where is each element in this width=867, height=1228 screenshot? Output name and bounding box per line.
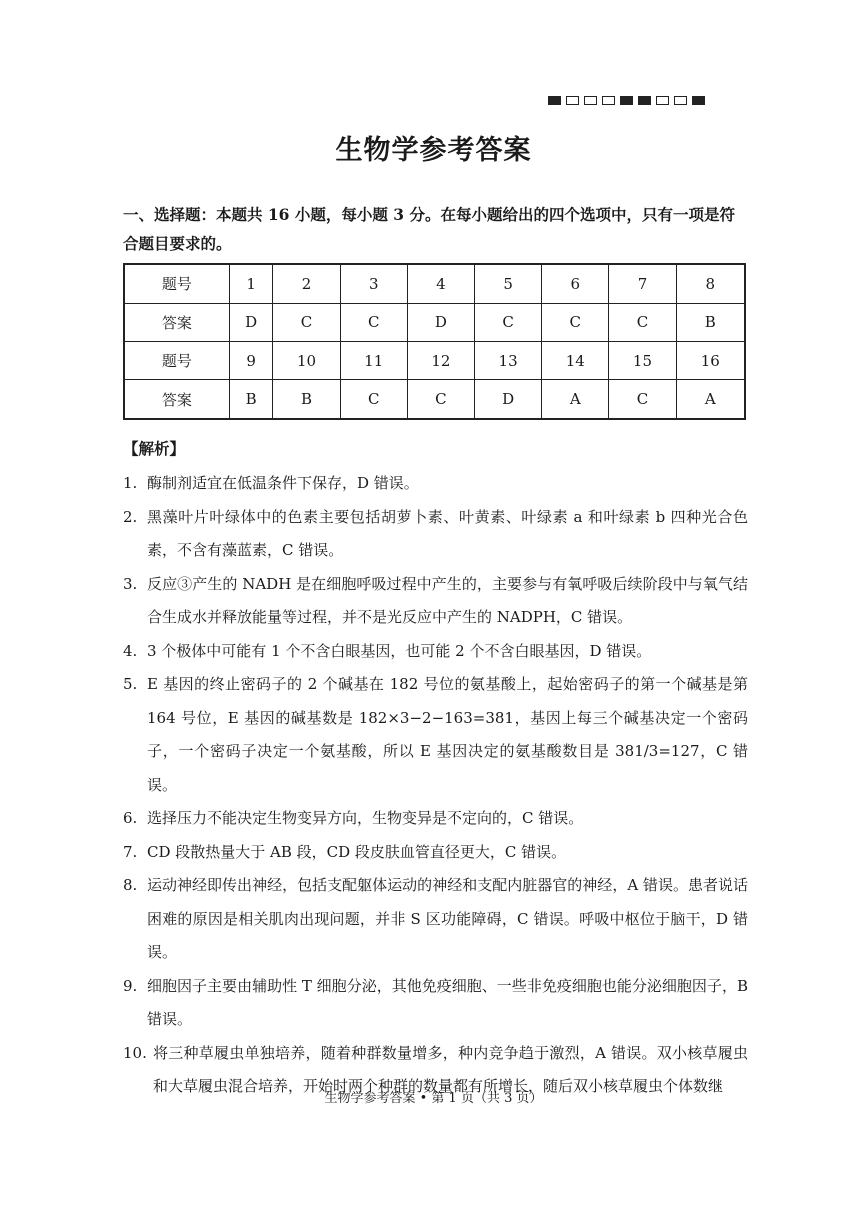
table-cell: C bbox=[542, 303, 609, 341]
marker-square bbox=[566, 96, 579, 105]
table-cell: D bbox=[475, 380, 542, 419]
page-title: 生物学参考答案 bbox=[335, 135, 532, 166]
row-label: 题号 bbox=[124, 341, 229, 379]
row-label: 答案 bbox=[124, 380, 229, 419]
item-number: 10. bbox=[123, 1043, 147, 1062]
item-number: 4. bbox=[123, 641, 138, 660]
table-cell: B bbox=[273, 380, 340, 419]
table-cell: 1 bbox=[229, 264, 273, 303]
marker-square bbox=[548, 96, 561, 105]
table-row bbox=[124, 341, 745, 379]
list-item bbox=[123, 836, 748, 870]
section-heading: 一、选择题：本题共 16 小题，每小题 3 分。在每小题给出的四个选项中，只有一项是符合题目要求的。 bbox=[123, 205, 735, 253]
item-text: 运动神经即传出神经，包括支配躯体运动的神经和支配内脏器官的神经，A 错误。患者说话困难的原因是相关肌肉出现问题，并非 S 区功能障碍，C 错误。呼吸中枢位于脑干，D 错误。 bbox=[147, 876, 748, 961]
header-marker-squares bbox=[548, 96, 705, 105]
row-label: 题号 bbox=[124, 264, 229, 303]
table-cell: B bbox=[229, 380, 273, 419]
list-item bbox=[123, 970, 748, 1037]
table-cell: 14 bbox=[542, 341, 609, 379]
table-cell: A bbox=[542, 380, 609, 419]
table-cell: 10 bbox=[273, 341, 340, 379]
table-cell: 13 bbox=[475, 341, 542, 379]
table-cell: 2 bbox=[273, 264, 340, 303]
item-text: 黑藻叶片叶绿体中的色素主要包括胡萝卜素、叶黄素、叶绿素 a 和叶绿素 b 四种光合色素，不含有藻蓝素，C 错误。 bbox=[147, 507, 748, 559]
table-cell: 5 bbox=[475, 264, 542, 303]
marker-square bbox=[602, 96, 615, 105]
item-text: 将三种草履虫单独培养，随着种群数量增多，种内竞争趋于激烈，A 错误。双小核草履虫和大草履虫混合培养，开始时两个种群的数量都有所增长，随后双小核草履虫个体数继 bbox=[153, 1043, 748, 1095]
table-cell: 11 bbox=[340, 341, 407, 379]
list-item bbox=[123, 635, 748, 669]
table-cell: C bbox=[340, 303, 407, 341]
item-text: 酶制剂适宜在低温条件下保存，D 错误。 bbox=[147, 474, 419, 492]
table-cell: C bbox=[340, 380, 407, 419]
item-number: 1. bbox=[123, 474, 138, 492]
table-row bbox=[124, 264, 745, 303]
table-cell: C bbox=[475, 303, 542, 341]
item-number: 5. bbox=[123, 675, 138, 693]
table-cell: A bbox=[676, 380, 745, 419]
marker-square bbox=[638, 96, 651, 105]
marker-square bbox=[584, 96, 597, 105]
table-cell: C bbox=[609, 380, 676, 419]
table-cell: C bbox=[609, 303, 676, 341]
table-cell: B bbox=[676, 303, 745, 341]
marker-square bbox=[692, 96, 705, 105]
table-cell: 12 bbox=[407, 341, 474, 379]
table-cell: 16 bbox=[676, 341, 745, 379]
item-text: 3 个极体中可能有 1 个不含白眼基因，也可能 2 个不含白眼基因，D 错误。 bbox=[147, 641, 652, 660]
item-text: CD 段散热量大于 AB 段，CD 段皮肤血管直径更大，C 错误。 bbox=[147, 842, 567, 861]
table-cell: C bbox=[407, 380, 474, 419]
list-item bbox=[123, 501, 748, 568]
list-item bbox=[123, 668, 748, 802]
marker-square bbox=[674, 96, 687, 105]
item-number: 3. bbox=[123, 574, 138, 593]
table-cell: 8 bbox=[676, 264, 745, 303]
item-text: 细胞因子主要由辅助性 T 细胞分泌，其他免疫细胞、一些非免疫细胞也能分泌细胞因子，B 错误。 bbox=[147, 976, 748, 1028]
table-cell: D bbox=[407, 303, 474, 341]
list-item bbox=[123, 568, 748, 635]
page-footer: 生物学参考答案 • 第 1 页（共 3 页） bbox=[324, 1091, 543, 1106]
list-item bbox=[123, 802, 748, 836]
table-cell: 3 bbox=[340, 264, 407, 303]
answer-table bbox=[123, 263, 746, 420]
analysis-heading: 【解析】 bbox=[123, 439, 186, 458]
table-row bbox=[124, 380, 745, 419]
item-text: 选择压力不能决定生物变异方向，生物变异是不定向的，C 错误。 bbox=[147, 809, 584, 827]
table-cell: 7 bbox=[609, 264, 676, 303]
marker-square bbox=[656, 96, 669, 105]
list-item bbox=[123, 467, 748, 501]
table-cell: 15 bbox=[609, 341, 676, 379]
analysis-list bbox=[123, 467, 748, 1104]
table-cell: C bbox=[273, 303, 340, 341]
table-cell: 9 bbox=[229, 341, 273, 379]
item-number: 7. bbox=[123, 842, 138, 861]
item-number: 9. bbox=[123, 976, 138, 995]
table-cell: D bbox=[229, 303, 273, 341]
row-label: 答案 bbox=[124, 303, 229, 341]
table-cell: 4 bbox=[407, 264, 474, 303]
item-text: E 基因的终止密码子的 2 个碱基在 182 号位的氨基酸上，起始密码子的第一个碱基是第 164 号位，E 基因的碱基数是 182×3−2−163=381，基因上每三个碱基决定一个密码子，一个密码子决定一个氨基酸，所以 E 基因决定的氨基酸数目是 381/3=127，C 错误。 bbox=[147, 675, 748, 794]
table-cell: 6 bbox=[542, 264, 609, 303]
list-item bbox=[123, 869, 748, 970]
item-number: 2. bbox=[123, 507, 138, 526]
item-number: 8. bbox=[123, 876, 138, 894]
marker-square bbox=[620, 96, 633, 105]
item-number: 6. bbox=[123, 809, 138, 827]
table-row bbox=[124, 303, 745, 341]
item-text: 反应③产生的 NADH 是在细胞呼吸过程中产生的，主要参与有氧呼吸后续阶段中与氧气结合生成水并释放能量等过程，并不是光反应中产生的 NADPH，C 错误。 bbox=[147, 574, 748, 626]
